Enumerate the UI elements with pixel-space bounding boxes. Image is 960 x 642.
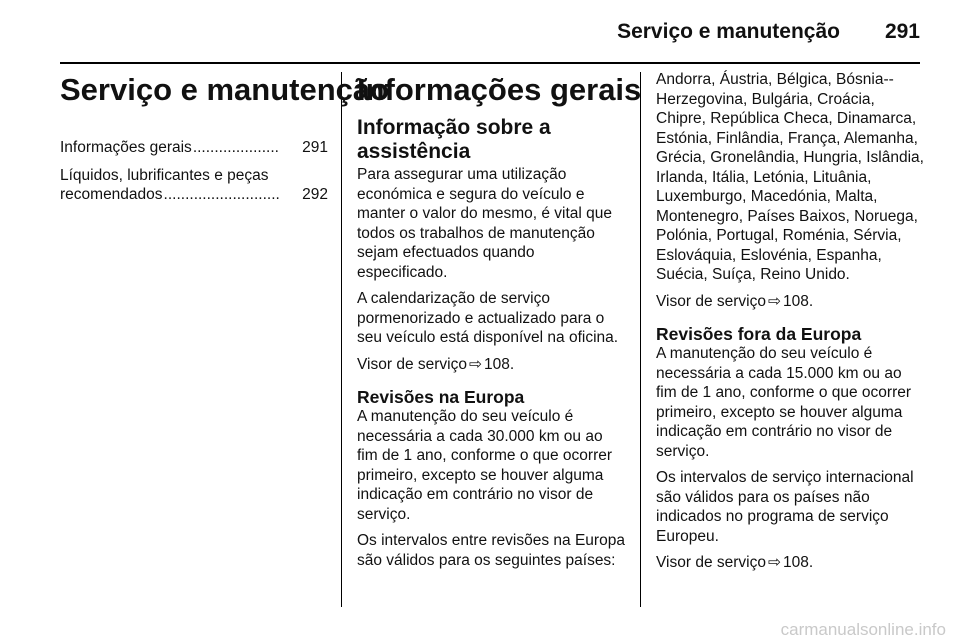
column-countries	[656, 70, 924, 580]
running-header-title: Serviço e manutenção	[617, 20, 840, 43]
toc-leader-dots: ....................	[192, 139, 279, 156]
country-list: Andorra, Áustria, Bélgica, Bósnia--Herzegovina, Bulgária, Croácia, Chipre, República Checa, Dinamarca, Estónia, Finlândia, França, Alemanha, Grécia, Gronelândia, Hungria, Islândia, Irlanda, Itália, Letónia, Lituânia, Luxemburgo, Macedónia, Malta, Montenegro, Países Baixos, Noruega, Polónia, Portugal, Roménia, Sérvia, Eslováquia, Eslovénia, Espanha, Suécia, Suíça, Reino Unido.	[656, 71, 924, 283]
toc-entry-page: 291	[302, 139, 328, 156]
reference-label: Visor de serviço	[656, 292, 766, 310]
heading-outside-europe: Revisões fora da Europa	[656, 324, 862, 344]
paragraph: A manutenção do seu veículo é necessária a cada 30.000 km ou ao fim de 1 ano, conforme o que ocorrer primeiro, excepto se houver alguma indicação em contrário no visor de serviço.	[357, 408, 613, 523]
cross-reference[interactable]	[656, 292, 924, 312]
toc-entry-text: recomendados	[60, 186, 163, 203]
header-rule	[60, 62, 920, 64]
heading-europe: Revisões na Europa	[357, 387, 525, 407]
reference-page: 108.	[483, 355, 515, 373]
toc-entry-2[interactable]	[60, 166, 328, 205]
page-reference-arrow-icon: ⇨	[767, 292, 781, 310]
toc-entry-page: 292	[302, 186, 328, 203]
reference-page: 108.	[782, 554, 814, 571]
column-divider-1	[341, 72, 342, 607]
reference-page: 108.	[782, 292, 814, 310]
reference-label: Visor de serviço	[656, 554, 766, 571]
paragraph: Para assegurar uma utilização económica e segura do veículo e manter o valor do mesmo, é vital que todos os trabalhos de manutenção sejam efectuados quando especificado.	[357, 166, 613, 281]
page-reference-arrow-icon: ⇨	[468, 355, 482, 373]
toc-entry-text: Informações gerais	[60, 139, 192, 156]
column-toc	[60, 70, 390, 213]
toc-entry-1[interactable]	[60, 138, 328, 158]
cross-reference[interactable]	[357, 355, 627, 375]
toc-entry-text-line1: Líquidos, lubrificantes e peças	[60, 166, 269, 184]
page-number: 291	[884, 20, 920, 43]
chapter-title: Serviço e manutenção	[60, 72, 390, 107]
cross-reference[interactable]	[656, 553, 924, 573]
paragraph: Os intervalos de serviço internacional são válidos para os países não indicados no programa de serviço Europeu.	[656, 469, 914, 545]
subsection-title: Informação sobre a assistência	[357, 116, 551, 163]
toc-leader-dots: ...........................	[163, 186, 280, 203]
paragraph: A calendarização de serviço pormenorizado e actualizado para o seu veículo está disponível na oficina.	[357, 290, 619, 346]
watermark-text: carmanualsonline.info	[780, 620, 946, 639]
reference-label: Visor de serviço	[357, 355, 467, 373]
page-reference-arrow-icon: ⇨	[767, 554, 781, 571]
section-title: Informações gerais	[357, 72, 642, 107]
paragraph: Os intervalos entre revisões na Europa são válidos para os seguintes países:	[357, 532, 625, 569]
column-general-info	[357, 70, 642, 577]
column-divider-2	[640, 72, 641, 607]
paragraph: A manutenção do seu veículo é necessária a cada 15.000 km ou ao fim de 1 ano, conforme o que ocorrer primeiro, excepto se houver alguma indicação em contrário no visor de serviço.	[656, 345, 912, 460]
